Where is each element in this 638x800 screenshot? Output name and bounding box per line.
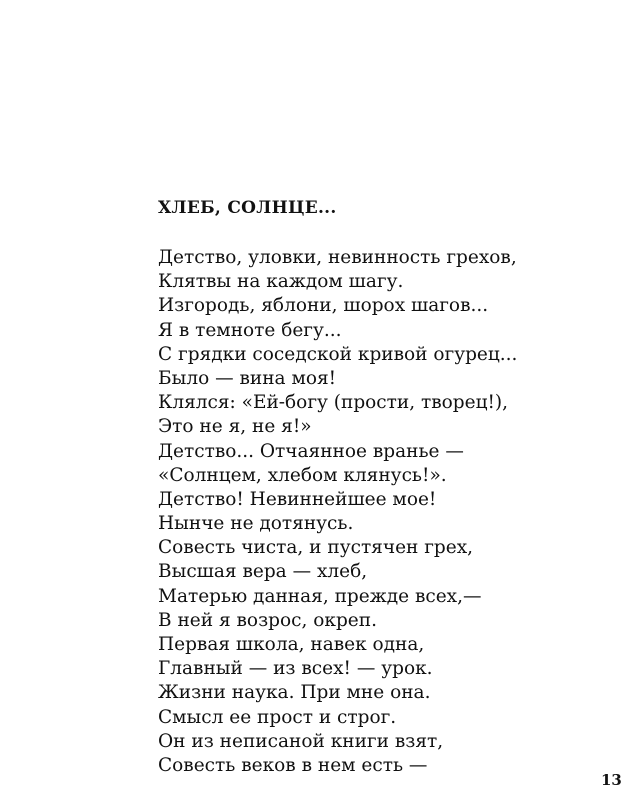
poem-line: Жизни наука. При мне она. xyxy=(158,682,431,704)
poem-line: С грядки соседской кривой огурец... xyxy=(158,343,518,365)
poem-line: «Солнцем, хлебом клянусь!». xyxy=(158,464,447,486)
poem-line: В ней я возрос, окреп. xyxy=(158,609,377,631)
page-number: 13 xyxy=(601,771,622,789)
poem-line: Это не я, не я!» xyxy=(158,416,312,438)
poem-line: Матерью данная, прежде всех,— xyxy=(158,585,482,607)
poem-line: Детство, уловки, невинность грехов, xyxy=(158,247,517,268)
poem-line: Детство! Невиннейшее мое! xyxy=(158,488,437,510)
poem-line: Смысл ее прост и строг. xyxy=(158,706,397,728)
poem-line: Высшая вера — хлеб, xyxy=(158,561,368,583)
poem-line: Детство... Отчаянное вранье — xyxy=(158,440,464,462)
poem-line: Он из неписаной книги взят, xyxy=(158,730,444,752)
poem-line: Клятвы на каждом шагу. xyxy=(158,271,404,293)
poem-line: Я в темноте бегу... xyxy=(158,319,342,341)
poem-line: Изгородь, яблони, шорох шагов... xyxy=(158,295,489,317)
poem-line: Было — вина моя! xyxy=(158,367,337,389)
poem-line: Главный — из всех! — урок. xyxy=(158,658,433,680)
poem-title: ХЛЕБ, СОЛНЦЕ... xyxy=(158,198,337,218)
poem-line: Совесть веков в нем есть — xyxy=(158,754,428,776)
poem-line: Клялся: «Ей-богу (прости, творец!), xyxy=(158,392,509,414)
poem-line: Первая школа, навек одна, xyxy=(158,634,425,655)
poem-body xyxy=(158,246,517,778)
poem-line: Совесть чиста, и пустячен грех, xyxy=(158,537,474,559)
poem-line: Нынче не дотянусь. xyxy=(158,513,354,535)
